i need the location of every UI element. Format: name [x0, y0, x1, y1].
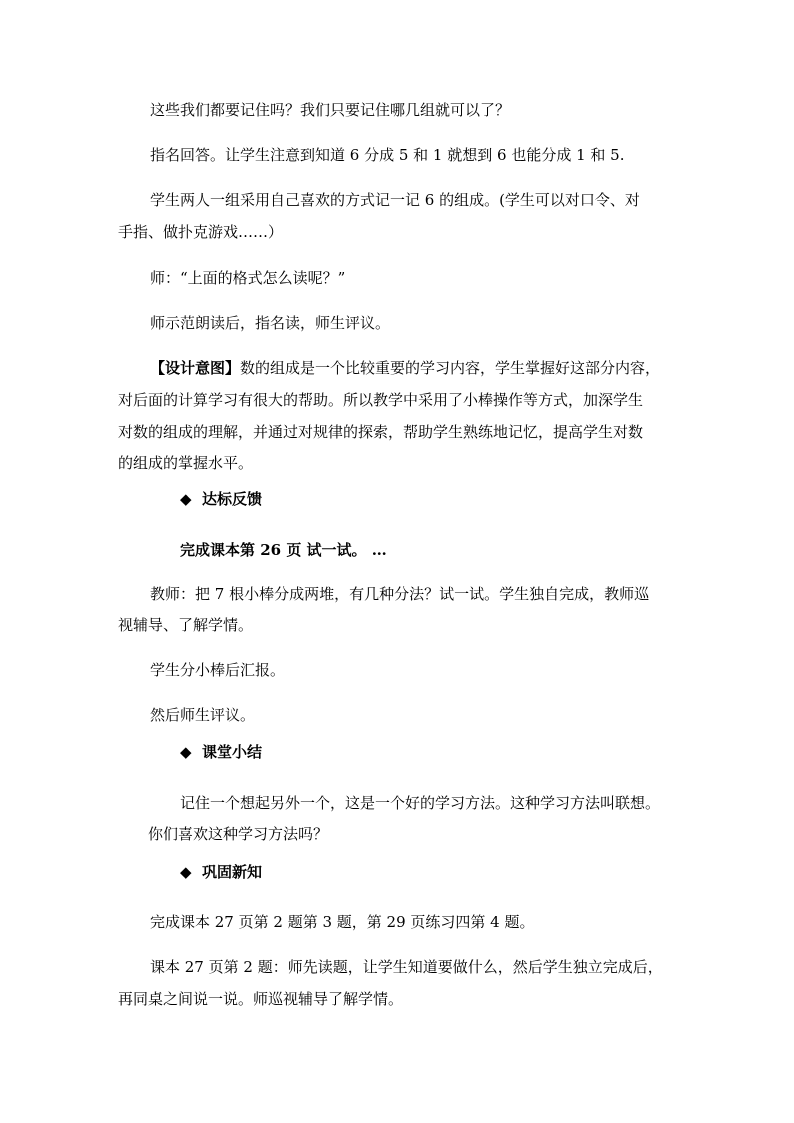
line-text: 完成课本第 26 页 试一试。 … — [180, 541, 387, 559]
line-text: 对数的组成的理解，并通过对规律的探索，帮助学生熟练地记忆，提高学生对数 — [118, 423, 644, 441]
line-text: 记住一个想起另外一个，这是一个好的学习方法。这种学习方法叫联想。 — [180, 794, 661, 812]
paragraph-line — [148, 824, 328, 844]
paragraph-line — [118, 615, 253, 635]
line-text: 对后面的计算学习有很大的帮助。所以教学中采用了小棒操作等方式，加深学生 — [118, 391, 644, 409]
line-text: 教师：把 7 根小棒分成两堆，有几种分法？试一试。学生独自完成，教师巡 — [150, 585, 650, 603]
section-heading — [180, 862, 262, 882]
design-intent-line — [150, 358, 660, 378]
diamond-icon: ◆ — [180, 490, 192, 508]
section-heading — [180, 489, 262, 509]
line-text: 再同桌之间说一说。师巡视辅导了解学情。 — [118, 990, 404, 1008]
paragraph-line — [150, 584, 649, 604]
line-text: 师：“上面的格式怎么读呢？” — [150, 269, 346, 287]
line-text: 的组成的掌握水平。 — [118, 454, 254, 472]
paragraph-line — [150, 957, 663, 977]
line-text: 学生两人一组采用自己喜欢的方式记一记 6 的组成。(学生可以对口令、对 — [150, 191, 640, 209]
section-heading-text: 课堂小结 — [202, 743, 263, 761]
line-text: 这些我们都要记住吗？我们只要记住哪几组就可以了？ — [150, 101, 511, 119]
line-text: 手指、做扑克游戏……） — [118, 223, 284, 241]
section-heading-text: 达标反馈 — [202, 490, 263, 508]
section-heading-text: 巩固新知 — [202, 863, 263, 881]
paragraph-line — [150, 190, 640, 210]
paragraph-line — [118, 989, 403, 1009]
design-intent-label: 【设计意图】 — [150, 359, 241, 377]
paragraph-line — [180, 540, 387, 560]
line-text: 完成课本 27 页第 2 题第 3 题，第 29 页练习四第 4 题。 — [150, 913, 535, 931]
line-text: 指名回答。让学生注意到知道 6 分成 5 和 1 就想到 6 也能分成 1 和 5. — [150, 146, 625, 164]
paragraph-line — [150, 268, 345, 288]
paragraph-line — [118, 422, 643, 442]
paragraph-line — [150, 100, 510, 120]
diamond-icon: ◆ — [180, 863, 192, 881]
line-text: 学生分小棒后汇报。 — [150, 661, 286, 679]
paragraph-line — [150, 313, 390, 333]
paragraph-line — [118, 390, 643, 410]
line-text: 课本 27 页第 2 题：师先读题，让学生知道要做什么，然后学生独立完成后， — [150, 958, 663, 976]
paragraph-line — [150, 660, 285, 680]
paragraph-line — [150, 145, 624, 165]
line-text: 数的组成是一个比较重要的学习内容，学生掌握好这部分内容， — [240, 359, 661, 377]
line-text: 然后师生评议。 — [150, 706, 256, 724]
paragraph-line — [118, 222, 283, 242]
paragraph-line — [150, 705, 255, 725]
section-heading — [180, 742, 262, 762]
paragraph-line — [150, 912, 535, 932]
diamond-icon: ◆ — [180, 743, 192, 761]
line-text: 你们喜欢这种学习方法吗？ — [148, 825, 329, 843]
paragraph-line — [180, 793, 660, 813]
line-text: 视辅导、了解学情。 — [118, 616, 254, 634]
paragraph-line — [118, 453, 253, 473]
line-text: 师示范朗读后，指名读，师生评议。 — [150, 314, 391, 332]
